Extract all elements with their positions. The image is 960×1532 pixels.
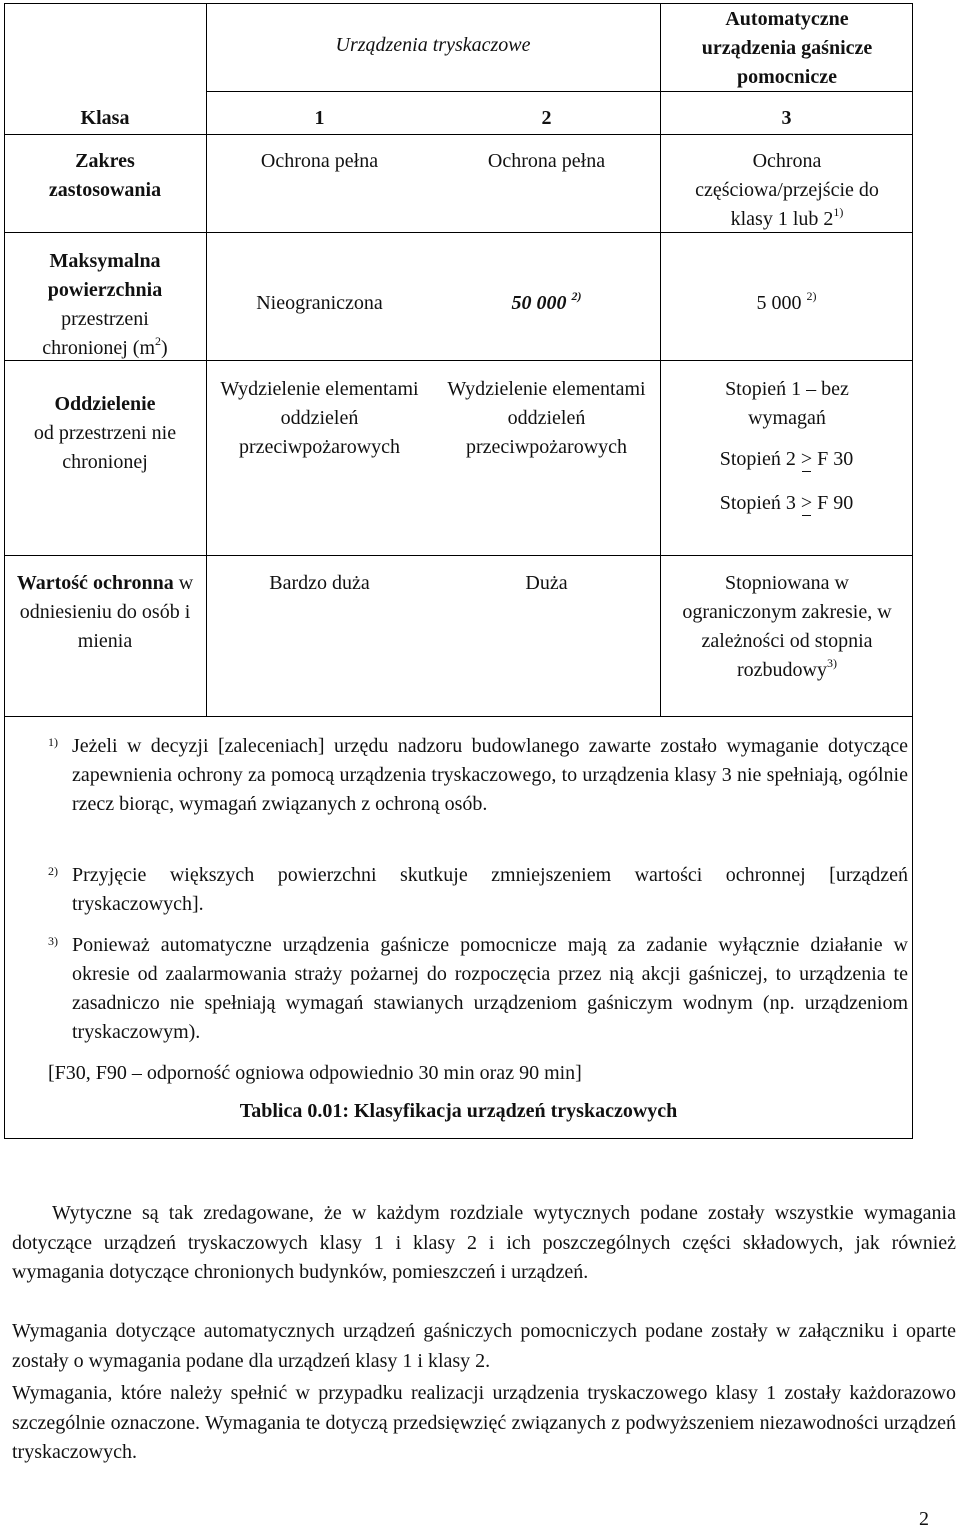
header-sprinklers: Urządzenia tryskaczowe [335,34,531,56]
separation-line-2-b: F 30 [812,448,854,470]
table-border-left [4,3,5,1139]
area-class-2-note: 2) [571,289,582,304]
footnote-2-text: Przyjęcie większych powierzchni skutkuje zmniejszeniem wartości ochronnej [urządzeń tryskaczowych]. [72,864,908,915]
value-label [16,569,194,656]
area-class-1: Nieograniczona [256,292,383,314]
row-divider-class [4,134,913,135]
separation-line-3-a: Stopień 3 [719,492,801,514]
scope-class-3 [690,147,884,234]
area-label-bold: Maksymalna powierzchnia [47,250,163,301]
table-border-top [4,3,913,4]
table-caption: Tablica 0.01: Klasyfikacja urządzeń tryskaczowych [239,1100,678,1122]
area-label-rest: przestrzeni chronionej (m [42,308,156,359]
separation-class-2: Wydzielenie elementami oddzieleń przeciwpożarowych [447,378,646,458]
table-border-bottom [4,1138,913,1139]
scope-class-3-note: 1) [833,205,844,220]
value-class-3-note: 3) [826,656,837,671]
separation-class-1: Wydzielenie elementami oddzieleń przeciwpożarowych [220,378,419,458]
classification-table [4,3,913,1139]
area-label-end: ) [161,337,168,359]
separation-line-2-a: Stopień 2 [719,448,801,470]
value-label-rest: w odniesieniu do osób i mienia [19,572,194,652]
area-class-2 [433,289,660,318]
separation-class-3-line-3 [660,489,913,518]
value-class-1: Bardzo duża [269,572,370,594]
separation-label [8,390,202,477]
page-number: 2 [919,1508,929,1530]
separation-label-rest: od przestrzeni nie chronionej [33,422,177,473]
area-label [22,247,188,363]
scope-class-3-text: Ochrona częściowa/przejście do klasy 1 lub 2 [695,150,879,230]
row-divider-header [206,91,660,92]
ge-symbol: > [801,489,812,518]
value-class-2: Duża [525,572,568,594]
footnote-3-mark: 3) [48,934,58,948]
scope-label: Zakres zastosowania [48,150,162,201]
separation-label-bold: Oddzielenie [54,393,156,415]
value-label-bold: Wartość ochronna [16,572,174,594]
value-class-3 [680,569,894,685]
area-class-3-value: 5 000 [756,292,802,314]
area-label-sup: 2 [155,334,162,349]
footnote-2-mark: 2) [48,864,58,878]
scope-class-2: Ochrona pełna [487,150,606,172]
class-2: 2 [541,107,552,129]
footnote-3 [50,931,908,1047]
row-divider-separation [4,555,913,556]
row-divider-value [4,716,913,717]
area-class-3 [660,289,913,318]
separation-class-3-line-2 [660,445,913,474]
paragraph-3: Wymagania, które należy spełnić w przypadku realizacji urządzenia tryskaczowego klasy 1 zostały każdorazowo szczególnie oznaczone. Wymagania te dotyczą przedsięwzięć związanych z podwyższeniem niezawodności urządzeń tryskaczowych. [12,1382,956,1463]
separation-line-3-b: F 90 [812,492,854,514]
paragraph-2: Wymagania dotyczące automatycznych urządzeń gaśniczych pomocniczych podane zostały w załączniku i oparte zostały o wymagania podane dla urządzeń klasy 1 i klasy 2. [12,1320,956,1372]
table-border-right [912,3,913,1139]
area-class-2-value: 50 000 [511,292,567,314]
footnote-1-mark: 1) [48,735,58,749]
class-label: Klasa [80,107,130,129]
ge-symbol: > [801,445,812,474]
fire-resistance-legend: [F30, F90 – odporność ogniowa odpowiednio 30 min oraz 90 min] [48,1062,582,1084]
footnote-1 [50,732,908,819]
scope-class-1: Ochrona pełna [260,150,379,172]
separation-class-3-line-1: Stopień 1 – bez wymagań [725,378,849,429]
footnote-1-text: Jeżeli w decyzji [zaleceniach] urzędu nadzoru budowlanego zawarte zostało wymaganie dotyczące zapewnienia ochrony za pomocą urządzenia tryskaczowego, to urządzenia klasy 3 nie spełniają, ogólnie rzecz biorąc, wymagań związanych z ochroną osób. [72,735,908,815]
area-class-3-note: 2) [806,289,817,304]
paragraph-1: Wytyczne są tak zredagowane, że w każdym rozdziale wytycznych podane zostały wszystkie wymagania dotyczące urządzeń tryskaczowych klasy 1 i klasy 2 i ich poszczególnych części składowych, jak również wymagania dotyczące chronionych budynków, pomieszczeń i urządzeń. [12,1202,956,1283]
value-class-3-text: Stopniowana w ograniczonym zakresie, w zależności od stopnia rozbudowy [682,572,892,681]
header-auxiliary: Automatyczne urządzenia gaśnicze pomocnicze [701,8,873,88]
class-3: 3 [781,107,792,129]
class-1: 1 [314,107,325,129]
footnote-2 [50,861,908,919]
footnote-3-text: Ponieważ automatyczne urządzenia gaśnicze pomocnicze mają za zadanie wyłącznie działanie w okresie od zaalarmowania straży pożarnej do rozpoczęcia przez nią akcji gaśniczej, to urządzenia te zasadniczo nie spełniają wymagań stawianych urządzeniom gaśniczym wodnym (np. urządzeniom tryskaczowym). [72,934,908,1043]
